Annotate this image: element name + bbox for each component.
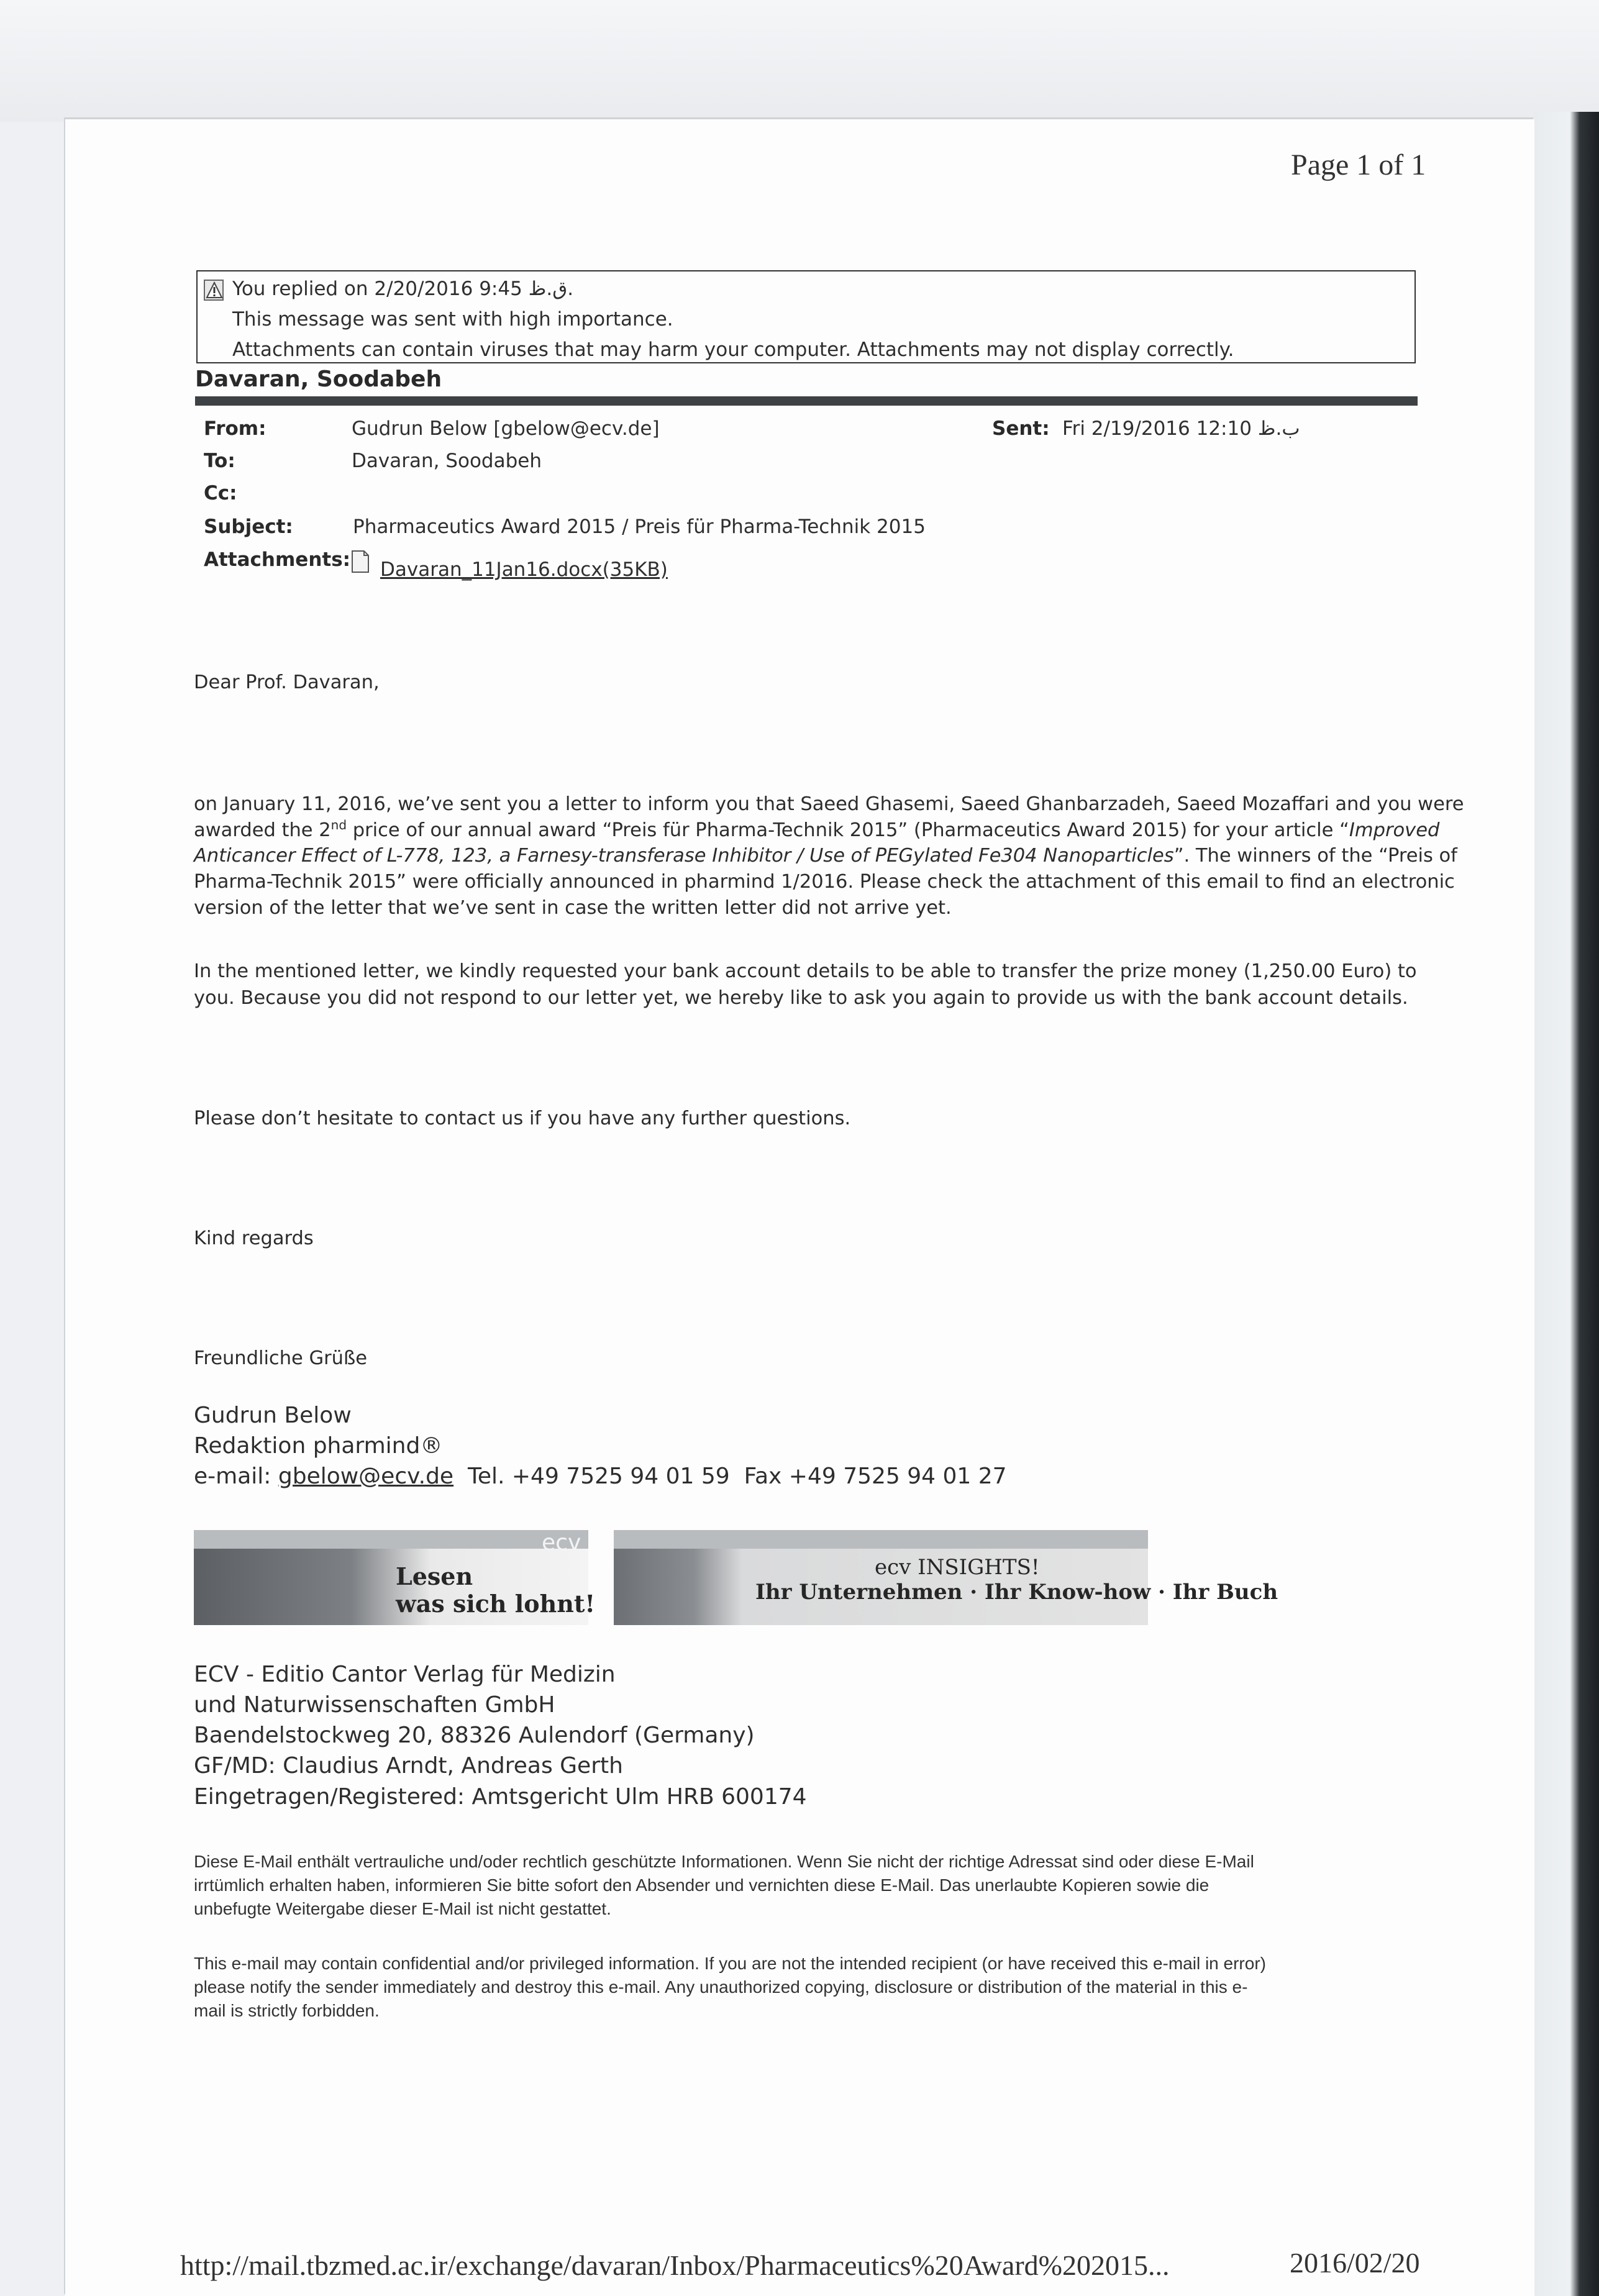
ecv-insights-banner[interactable] (614, 1530, 1278, 1625)
attachments-label: Attachments: (204, 549, 351, 571)
closing-german: Freundliche Grüße (194, 1347, 367, 1369)
closing-english: Kind regards (194, 1228, 314, 1249)
attachment-link[interactable]: Davaran_11Jan16.docx(35KB) (380, 558, 668, 581)
subject-value: Pharmaceutics Award 2015 / Preis für Pharma-Technik 2015 (353, 516, 926, 538)
paragraph-2-line-1: In the mentioned letter, we kindly requested your bank account details to be able to transfer the prize money (1,250.00 Euro) to (194, 960, 1417, 982)
company-address: Baendelstockweg 20, 88326 Aulendorf (Germany) (194, 1723, 755, 1748)
scanner-background (0, 0, 1599, 122)
banner-line-1: Lesen (396, 1562, 473, 1590)
signature-contact: e-mail: gbelow@ecv.de Tel. +49 7525 94 01 59 Fax +49 7525 94 01 27 (194, 1464, 1007, 1489)
banner-top-strip (614, 1530, 1148, 1549)
from-label: From: (204, 417, 266, 440)
signature-email-link[interactable]: gbelow@ecv.de (278, 1464, 454, 1489)
company-line-1: ECV - Editio Cantor Verlag für Medizin (194, 1662, 616, 1687)
sent-value: Fri 2/19/2016 12:10 ب.ظ (1062, 417, 1300, 440)
paragraph-2-line-2: you. Because you did not respond to our letter yet, we hereby like to ask you again to provide us with the bank account details. (194, 987, 1408, 1009)
footer-url: http://mail.tbzmed.ac.ir/exchange/davaran/Inbox/Pharmaceutics%20Award%202015... (180, 2249, 1170, 2281)
paragraph-3: Please don’t hesitate to contact us if you have any further questions. (194, 1108, 851, 1129)
to-value[interactable]: Davaran, Soodabeh (352, 450, 542, 472)
replied-notice: You replied on 2/20/2016 9:45 ق.ظ. (232, 278, 574, 300)
to-label: To: (204, 450, 235, 472)
cc-label: Cc: (204, 482, 237, 504)
disclaimer-en-line-1: This e-mail may contain confidential and/or privileged information. If you are not the intended recipient (or have received this e-mail in error) (194, 1954, 1266, 1973)
signature-role: Redaktion pharmind® (194, 1433, 443, 1459)
company-managing-directors: GF/MD: Claudius Arndt, Andreas Gerth (194, 1753, 623, 1779)
paragraph-1-line-4: Pharma-Technik 2015” were officially announced in pharmind 1/2016. Please check the attachment of this email to find an electronic (194, 871, 1455, 893)
scan-edge-shadow (1534, 112, 1599, 2296)
banner-top-strip (194, 1530, 588, 1549)
attachments-warning: Attachments can contain viruses that may harm your computer. Attachments may not display correctly. (232, 339, 1234, 361)
page-number: Page 1 of 1 (1291, 148, 1426, 181)
mailbox-owner-name: Davaran, Soodabeh (195, 367, 442, 392)
disclaimer-en-line-2: please notify the sender immediately and destroy this e-mail. Any unauthorized copying, disclosure or distribution of the material in this e- (194, 1977, 1248, 1997)
footer-date: 2016/02/20 (1290, 2247, 1420, 2279)
from-value[interactable]: Gudrun Below [gbelow@ecv.de] (352, 417, 660, 440)
company-registration: Eingetragen/Registered: Amtsgericht Ulm HRB 600174 (194, 1784, 807, 1810)
disclaimer-de-line-3: unbefugte Weitergabe dieser E-Mail ist nicht gestattet. (194, 1899, 611, 1918)
subject-label: Subject: (204, 516, 293, 538)
warning-icon (203, 278, 226, 303)
disclaimer-de-line-2: irrtümlich erhalten haben, informieren Sie bitte sofort den Absender und vernichten diese E-Mail. Das unerlaubte Kopieren sowie die (194, 1875, 1210, 1895)
importance-notice: This message was sent with high importance. (232, 308, 673, 330)
banner-insights-tagline: Ihr Unternehmen · Ihr Know-how · Ihr Buch (755, 1580, 1278, 1605)
message-notice-box (196, 270, 1416, 363)
header-divider (195, 396, 1418, 406)
disclaimer-de-line-1: Diese E-Mail enthält vertrauliche und/oder rechtlich geschützte Informationen. Wenn Sie nicht der richtige Adressat sind oder diese E-Mail (194, 1852, 1254, 1871)
paragraph-1-line-2: awarded the 2nd price of our annual award “Preis für Pharma-Technik 2015” (Pharmaceutics Award 2015) for your article “Improved (194, 817, 1440, 841)
sent-label: Sent: (992, 417, 1050, 440)
banner-insights-title: ecv INSIGHTS! (875, 1555, 1040, 1580)
banner-brand: ecv (542, 1530, 581, 1556)
signature-name: Gudrun Below (194, 1403, 352, 1428)
ecv-banner-lesen[interactable] (194, 1530, 596, 1625)
disclaimer-en-line-3: mail is strictly forbidden. (194, 2001, 380, 2020)
paragraph-1-line-1: on January 11, 2016, we’ve sent you a letter to inform you that Saeed Ghasemi, Saeed Ghanbarzadeh, Saeed Mozaffari and you were (194, 793, 1464, 815)
greeting: Dear Prof. Davaran, (194, 672, 380, 693)
paragraph-1-line-3: Anticancer Effect of L-778, 123, a Farnesy-transferase Inhibitor / Use of PEGylated Fe304 Nanoparticles”. The winners of the “Preis of (194, 845, 1457, 867)
paragraph-1-line-5: version of the letter that we’ve sent in case the written letter did not arrive yet. (194, 897, 952, 919)
banner-line-2: was sich lohnt! (396, 1590, 596, 1618)
company-line-2: und Naturwissenschaften GmbH (194, 1692, 555, 1718)
document-icon (350, 550, 370, 573)
